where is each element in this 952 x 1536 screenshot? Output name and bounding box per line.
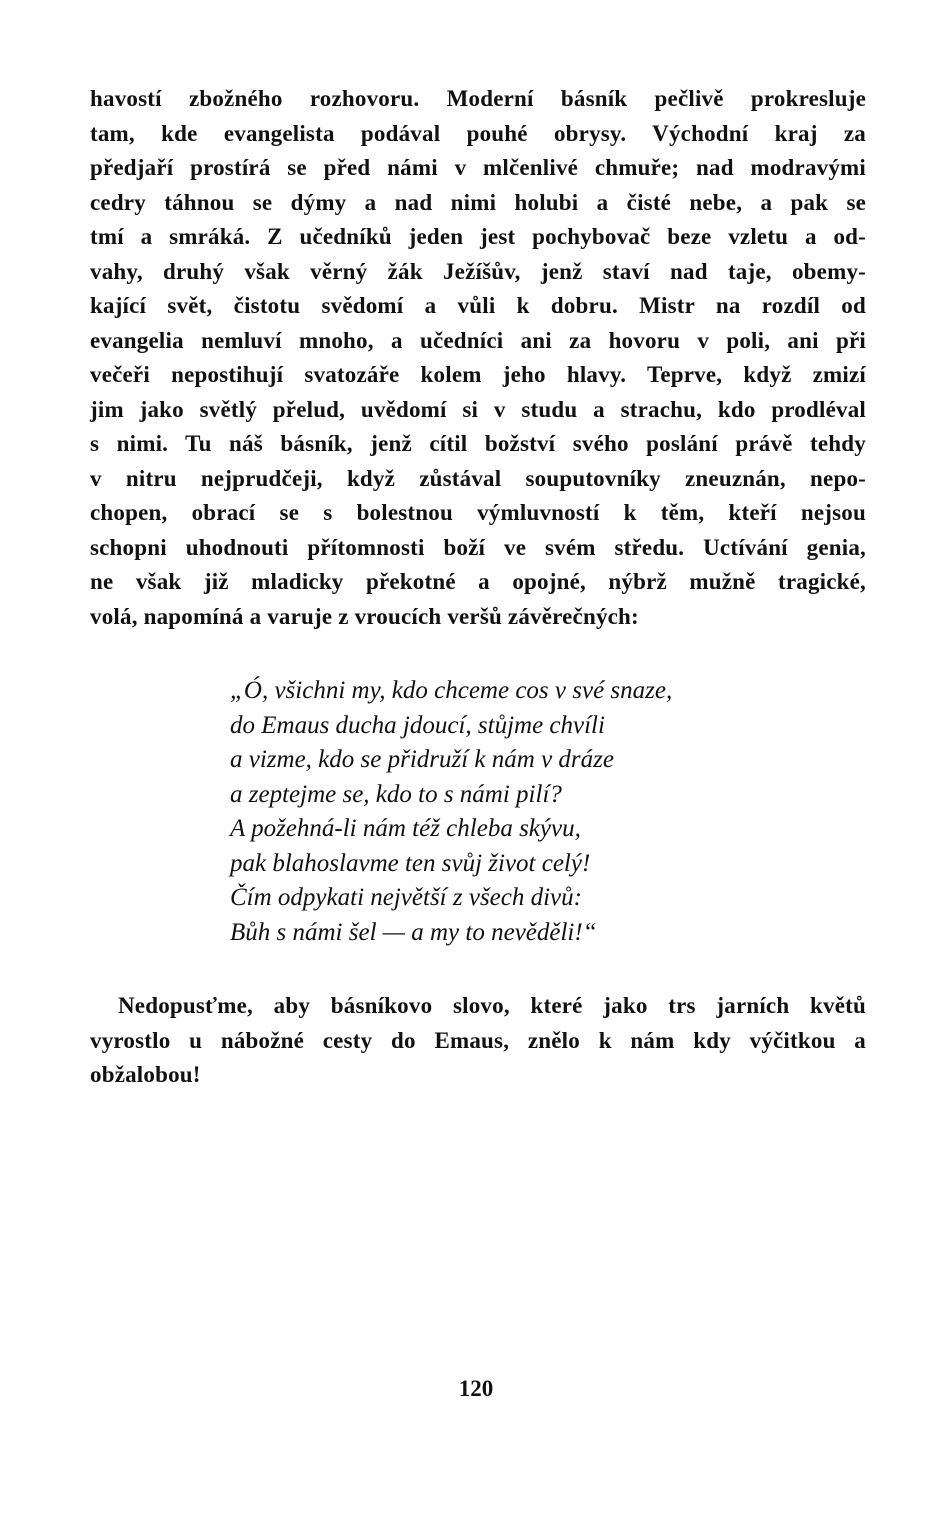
text-line: cedry táhnou se dýmy a nad nimi holubi a čisté nebe, a pak se [90, 189, 866, 215]
text-line: evangelia nemluví mnoho, a učedníci ani za hovoru v poli, ani při [90, 327, 866, 353]
text-line: chopen, obrací se s bolestnou výmluvností k těm, kteří nejsou [90, 500, 866, 525]
poem-line: Bůh s námi šel — a my to nevěděli!“ [230, 918, 597, 946]
text-line: obžalobou! [90, 1062, 201, 1087]
text-line: kající svět, čistotu svědomí a vůli k dobru. Mistr na rozdíl od [90, 293, 866, 318]
poem-line: a zeptejme se, kdo to s námi pilí? [230, 780, 562, 808]
poem-quote [230, 674, 830, 950]
text-line: havostí zbožného rozhovoru. Moderní básník pečlivě prokresluje [90, 86, 866, 111]
text-line: v nitru nejprudčeji, když zůstával souputovníky zneuznán, nepo- [90, 465, 866, 491]
paragraph-main [90, 82, 866, 634]
text-line: ne však již mladicky překotné a opojné, nýbrž mužně tragické, [90, 569, 866, 594]
poem-line: Čím odpykati největší z všech divů: [230, 884, 582, 911]
poem-line: pak blahoslavme ten svůj život celý! [230, 849, 591, 877]
paragraph-closing [90, 989, 866, 1093]
text-line: s nimi. Tu náš básník, jenž cítil božství svého poslání právě tehdy [90, 431, 866, 456]
text-line: večeři nepostihují svatozáře kolem jeho hlavy. Teprve, když zmizí [90, 362, 866, 387]
text-line: Nedopusťme, aby básníkovo slovo, které jako trs jarních květů [118, 993, 866, 1018]
poem-line: a vizme, kdo se přidruží k nám v dráze [230, 746, 614, 773]
text-line: vyrostlo u nábožné cesty do Emaus, znělo k nám kdy výčitkou a [90, 1027, 866, 1053]
poem-line: A požehná-li nám též chleba skývu, [230, 815, 581, 842]
text-line: tam, kde evangelista podával pouhé obrysy. Východní kraj za [90, 120, 866, 146]
poem-line: do Emaus ducha jdoucí, stůjme chvíli [230, 711, 605, 739]
text-line: vahy, druhý však věrný žák Ježíšův, jenž staví nad taje, obemy- [90, 258, 866, 284]
text-line: volá, napomíná a varuje z vroucích veršů závěrečných: [90, 603, 639, 629]
text-line: předjaří prostírá se před námi v mlčenlivé chmuře; nad modravými [90, 155, 866, 180]
text-line: tmí a smráká. Z učedníků jeden jest pochybovač beze vzletu a od- [90, 224, 866, 249]
page-number: 120 [458, 1376, 494, 1401]
poem-line: „Ó, všichni my, kdo chceme cos v své snaze, [230, 677, 673, 704]
text-line: jim jako světlý přelud, uvědomí si v studu a strachu, kdo prodléval [90, 396, 866, 422]
text-line: schopni uhodnouti přítomnosti boží ve svém středu. Uctívání genia, [90, 534, 866, 560]
